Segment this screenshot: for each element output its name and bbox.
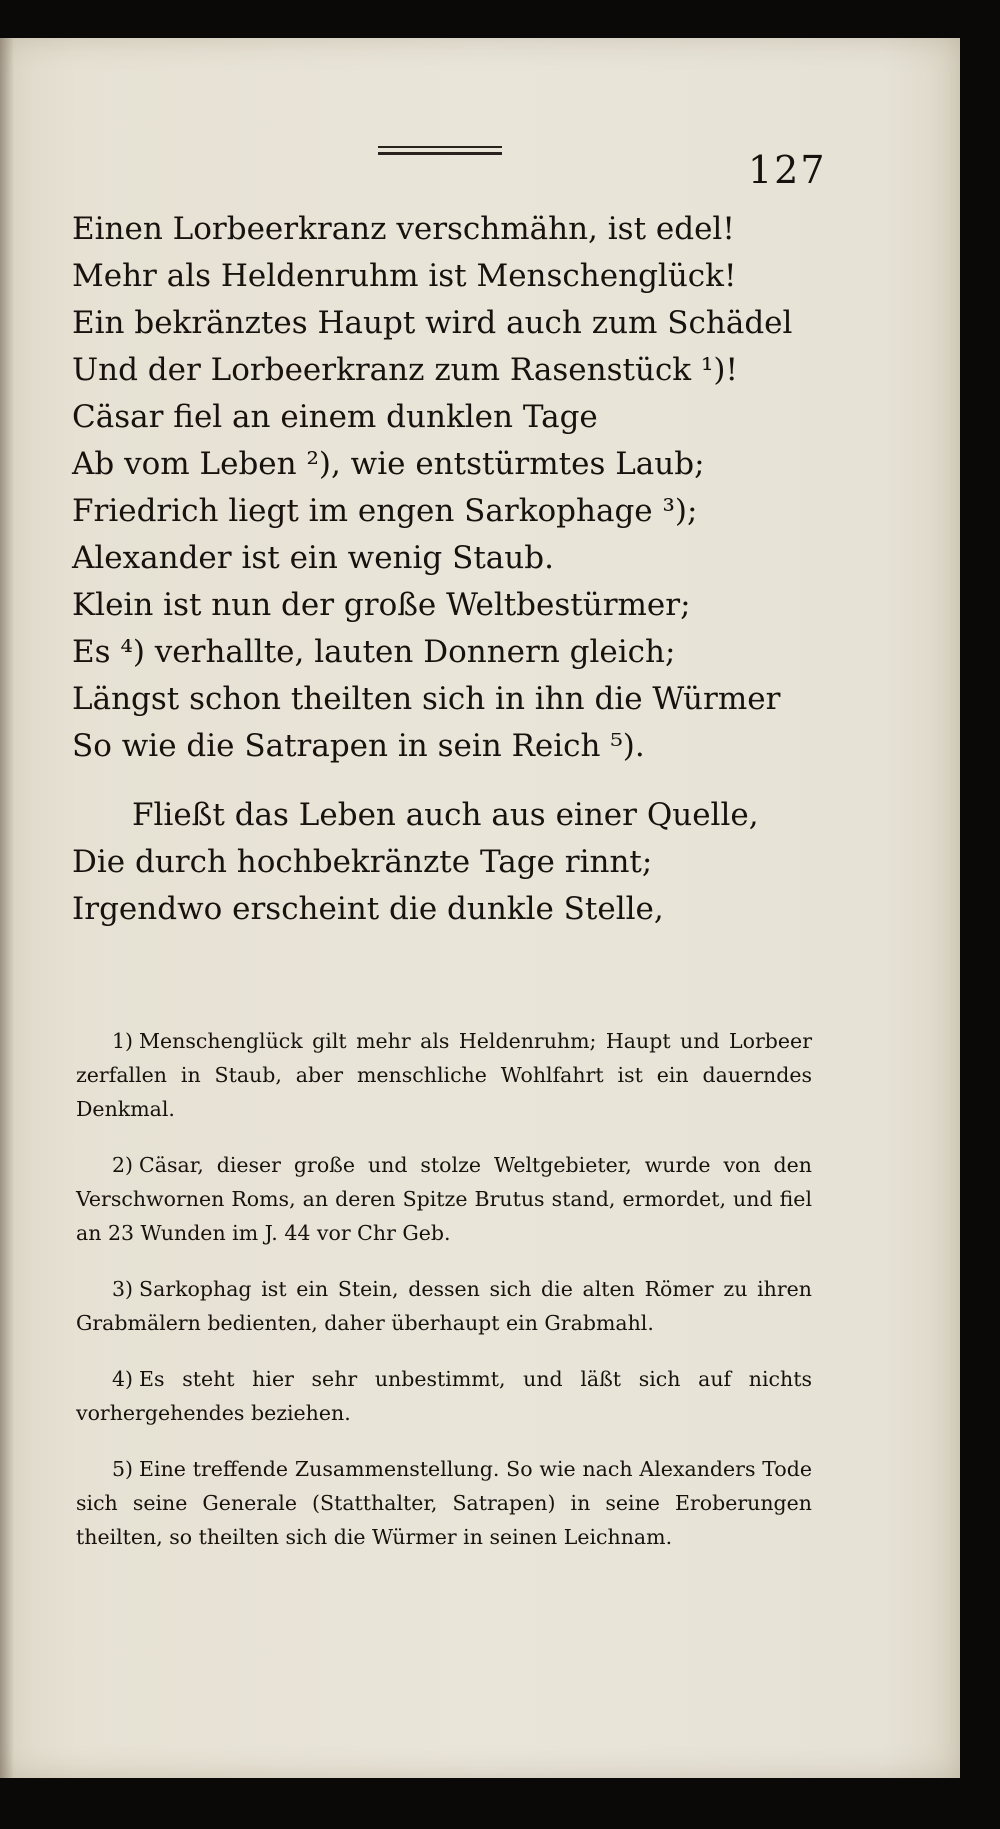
verse-line: Längst schon theilten sich in ihn die Würmer <box>72 681 781 717</box>
footnote <box>76 1362 812 1430</box>
footnote <box>76 1024 812 1126</box>
footnote-text: Sarkophag ist ein Stein, dessen sich die alten Römer zu ihren Grabmälern bedienten, daher überhaupt ein Grabmahl. <box>76 1277 812 1335</box>
verse-line: Einen Lorbeerkranz verschmähn, ist edel! <box>72 211 735 247</box>
footnote <box>76 1452 812 1554</box>
verse-line: Mehr als Heldenruhm ist Menschenglück! <box>72 258 737 294</box>
footnote-marker: 4) <box>112 1367 134 1391</box>
poem <box>72 206 872 933</box>
verse-line: Irgendwo erscheint die dunkle Stelle, <box>72 891 664 927</box>
header-rule <box>378 146 502 155</box>
verse-line: Es ⁴) verhallte, lauten Donnern gleich; <box>72 634 676 670</box>
footnote-text: Es steht hier sehr unbestimmt, und läßt sich auf nichts vorhergehendes beziehen. <box>76 1367 812 1425</box>
footnote-marker: 2) <box>112 1153 134 1177</box>
footnote-marker: 1) <box>112 1029 134 1053</box>
verse-line: Alexander ist ein wenig Staub. <box>72 540 554 576</box>
footnote-marker: 3) <box>112 1277 134 1301</box>
verse-line: Cäsar fiel an einem dunklen Tage <box>72 399 598 435</box>
footnote-marker: 5) <box>112 1457 134 1481</box>
verse-line: Die durch hochbekränzte Tage rinnt; <box>72 844 653 880</box>
footnote-text: Eine treffende Zusammenstellung. So wie nach Alexanders Tode sich seine Generale (Statthalter, Satrapen) in seine Eroberungen theilten, so theilten sich die Würmer in seinen Leichnam. <box>76 1457 812 1549</box>
page-number: 127 <box>748 148 827 192</box>
book-page <box>0 38 960 1778</box>
verse-line: Ab vom Leben ²), wie entstürmtes Laub; <box>72 446 705 482</box>
verse-line: Klein ist nun der große Weltbestürmer; <box>72 587 691 623</box>
footnote <box>76 1148 812 1250</box>
verse-line: Und der Lorbeerkranz zum Rasenstück ¹)! <box>72 352 738 388</box>
verse-line: Friedrich liegt im engen Sarkophage ³); <box>72 493 698 529</box>
verse-line: Ein bekränztes Haupt wird auch zum Schädel <box>72 305 793 341</box>
spine-shadow <box>0 38 14 1778</box>
footnote <box>76 1272 812 1340</box>
footnote-text: Cäsar, dieser große und stolze Weltgebieter, wurde von den Verschwornen Roms, an deren Spitze Brutus stand, ermordet, und fiel an 23 Wunden im J. 44 vor Chr Geb. <box>76 1153 812 1245</box>
stanza-gap <box>72 770 872 792</box>
footnotes <box>76 1024 812 1576</box>
verse-line: Fließt das Leben auch aus einer Quelle, <box>132 797 759 833</box>
footnote-text: Menschenglück gilt mehr als Heldenruhm; Haupt und Lorbeer zerfallen in Staub, aber menschliche Wohlfahrt ist ein dauerndes Denkmal. <box>76 1029 812 1121</box>
verse-line: So wie die Satrapen in sein Reich ⁵). <box>72 728 645 764</box>
